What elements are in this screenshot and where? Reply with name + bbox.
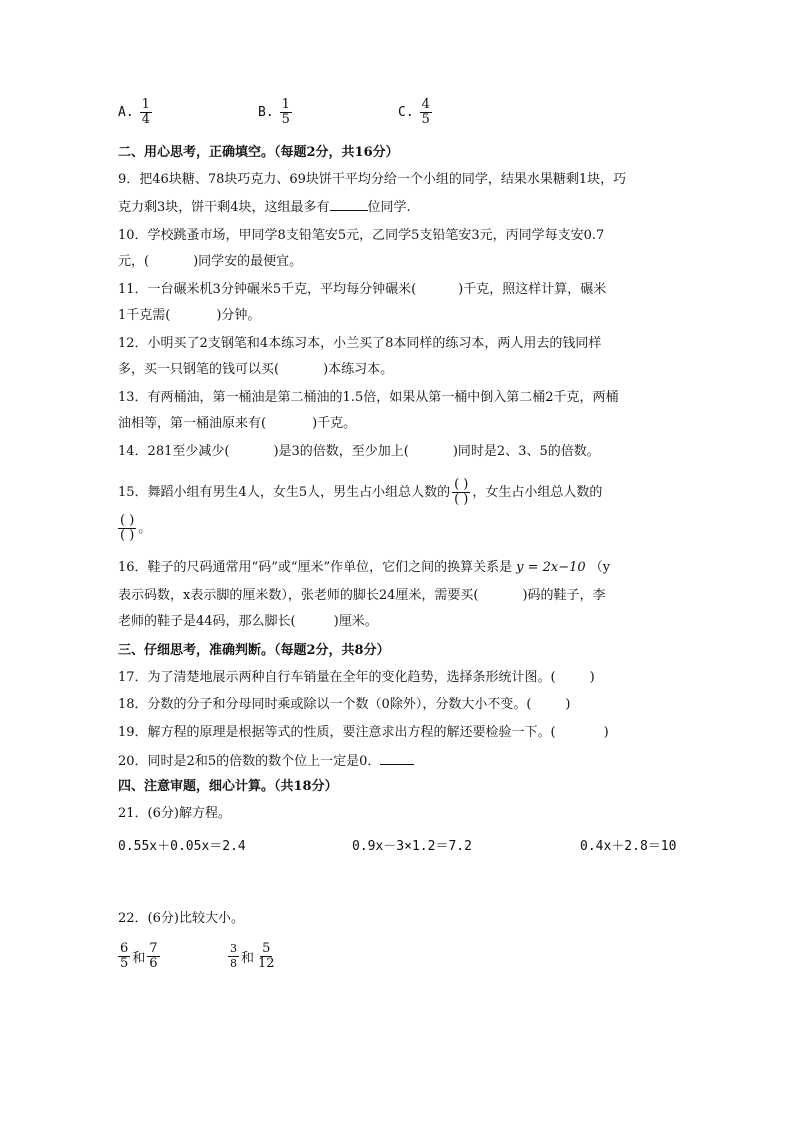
q15-line1: 15．舞蹈小组有男生4人，女生5人，男生占小组总人数的 $\frac{( )}{( )}$ ，女生占小组总人数的 bbox=[118, 477, 603, 507]
q13-line1: 13．有两桶油，第一桶油是第二桶油的1.5倍，如果从第一桶中倒入第二桶2千克，两桶 bbox=[118, 390, 619, 405]
q9-answer-blank[interactable] bbox=[330, 198, 368, 211]
q18-line: 18．分数的分子和分母同时乘或除以一个数（0除外），分数大小不变。( ) bbox=[118, 697, 571, 712]
q10-line1: 10．学校跳蚤市场，甲同学8支铅笔安5元，乙同学5支铅笔安3元，丙同学每支安0.7 bbox=[118, 228, 605, 243]
option-c-label: C. bbox=[398, 105, 414, 120]
q21-equation-3: 0.4x＋2.8＝10 bbox=[580, 839, 677, 854]
q15-line2: $\frac{( )}{( )}$ 。 bbox=[120, 513, 152, 543]
q22-pair-2-fraction-b: $\frac{5}{12}$ bbox=[258, 941, 275, 971]
q20-line: 20．同时是2和5的倍数的数个位上一定是0． bbox=[118, 752, 414, 770]
q12-line1: 12．小明买了2支钢笔和4本练习本，小兰买了8本同样的练习本，两人用去的钱同样 bbox=[118, 336, 602, 351]
q22-title: 22．(6分)比较大小。 bbox=[118, 911, 244, 926]
option-a-fraction: $\frac{1}{4}$ bbox=[141, 97, 150, 127]
q15-fraction-boys[interactable]: $\frac{( )}{( )}$ bbox=[454, 477, 469, 507]
q12-line2: 多，买一只钢笔的钱可以买( )本练习本。 bbox=[118, 362, 394, 377]
q11-line1: 11．一台碾米机3分钟碾米5千克，平均每分钟碾米( )千克，照这样计算，碾米 bbox=[118, 282, 607, 297]
section-2-title: 二、用心思考，正确填空。（每题2分，共16分） bbox=[118, 145, 399, 160]
q22-pair-2-fraction-a: $\frac{3}{8}$ bbox=[230, 942, 237, 970]
q16-line3: 老师的鞋子是44码，那么脚长( )厘米。 bbox=[118, 614, 378, 629]
option-b-label: B. bbox=[258, 105, 274, 120]
q21-title: 21．(6分)解方程。 bbox=[118, 806, 231, 821]
q17-line: 17．为了清楚地展示两种自行车销量在全年的变化趋势，选择条形统计图。( ) bbox=[118, 670, 595, 685]
section-3-title: 三、仔细思考，准确判断。（每题2分，共8分） bbox=[118, 643, 390, 658]
option-a bbox=[118, 98, 154, 127]
q9-line1: 9．把46块糖、78块巧克力、69块饼干平均分给一个小组的同学，结果水果糖剩1块，巧 bbox=[118, 172, 627, 187]
option-b bbox=[258, 98, 294, 127]
q15-fraction-girls[interactable]: $\frac{( )}{( )}$ bbox=[120, 513, 135, 543]
q16-line1: 16．鞋子的尺码通常用“码”或“厘米”作单位，它们之间的换算关系是 y = 2x−10 （y bbox=[118, 560, 611, 575]
q9-line2: 克力剩3块，饼干剩4块，这组最多有 位同学. bbox=[118, 200, 411, 215]
option-c-fraction: $\frac{4}{5}$ bbox=[421, 97, 430, 127]
q16-line2: 表示码数，x表示脚的厘米数），张老师的脚长24厘米，需要买( )码的鞋子，李 bbox=[118, 588, 606, 603]
q13-line2: 油相等，第一桶油原来有( )千克。 bbox=[118, 416, 357, 431]
q11-line2: 1千克需( )分钟。 bbox=[118, 308, 261, 323]
q10-line2: 元，( )同学安的最便宜。 bbox=[118, 254, 303, 269]
q16-formula: y = 2x−10 bbox=[516, 560, 586, 575]
q22-pair-2: $\frac{3}{8}$ 和 $\frac{5}{12}$ bbox=[230, 941, 275, 971]
q14-line: 14．281至少减少( )是3的倍数，至少加上( )同时是2、3、5的倍数。 bbox=[118, 444, 600, 459]
q22-pair-1-fraction-a: $\frac{6}{5}$ bbox=[120, 941, 129, 971]
option-a-label: A. bbox=[118, 105, 134, 120]
q19-line: 19．解方程的原理是根据等式的性质，要注意求出方程的解还要检验一下。( ) bbox=[118, 725, 609, 740]
q22-pair-1-fraction-b: $\frac{7}{6}$ bbox=[149, 941, 158, 971]
q22-pair-1: $\frac{6}{5}$ 和 $\frac{7}{6}$ bbox=[120, 941, 158, 971]
q21-equation-2: 0.9x－3×1.2＝7.2 bbox=[352, 839, 472, 854]
q20-answer-blank[interactable] bbox=[380, 752, 414, 765]
q21-equation-1: 0.55x＋0.05x＝2.4 bbox=[118, 839, 246, 854]
section-4-title: 四、注意审题，细心计算。（共18分） bbox=[118, 779, 338, 794]
option-b-fraction: $\frac{1}{5}$ bbox=[281, 97, 290, 127]
option-c bbox=[398, 98, 434, 127]
